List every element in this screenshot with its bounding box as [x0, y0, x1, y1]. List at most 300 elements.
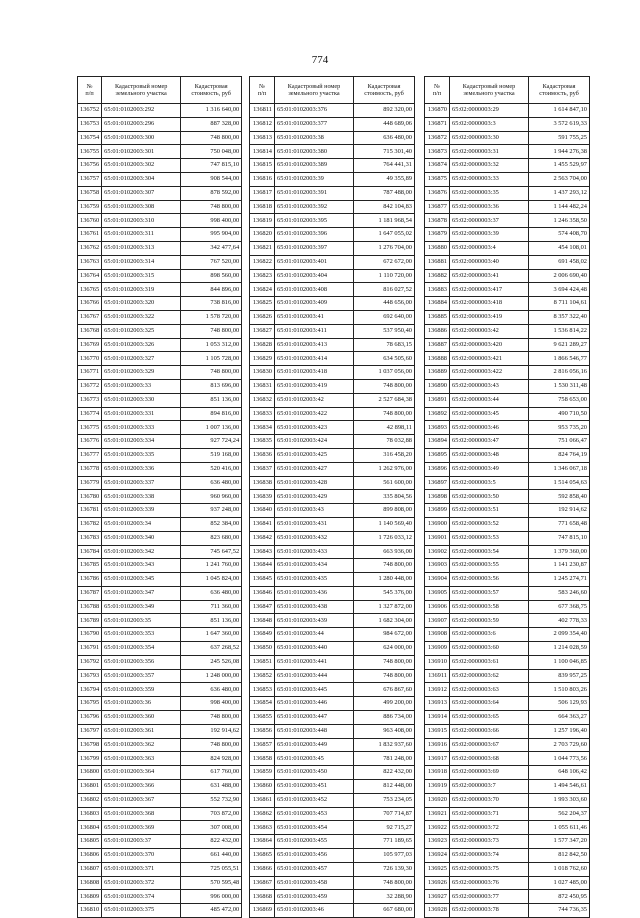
- cadastral-value: 1 045 824,00: [181, 573, 242, 587]
- cadastral-value: 49 355,89: [354, 172, 415, 186]
- cadastral-value: 771 189,65: [354, 835, 415, 849]
- cadastral-value: 824 764,19: [529, 448, 590, 462]
- row-number: 136914: [425, 711, 450, 725]
- table-row: [250, 835, 415, 849]
- row-number: 136755: [78, 145, 102, 159]
- row-number: 136913: [425, 697, 450, 711]
- cadastral-value: 1 141 230,87: [529, 559, 590, 573]
- row-number: 136865: [250, 849, 275, 863]
- cadastral-number: 65:01:0102003:345: [102, 573, 181, 587]
- cadastral-value: 636 480,00: [354, 131, 415, 145]
- cadastral-value: 32 288,90: [354, 890, 415, 904]
- table-row: [250, 159, 415, 173]
- row-number: 136786: [78, 573, 102, 587]
- table-row: [250, 435, 415, 449]
- cadastral-number: 65:01:0102003:457: [275, 862, 354, 876]
- row-number: 136787: [78, 586, 102, 600]
- row-number: 136809: [78, 890, 102, 904]
- row-number: 136892: [425, 407, 450, 421]
- row-number: 136891: [425, 393, 450, 407]
- table-row: [78, 504, 242, 518]
- register-table-3: [424, 76, 590, 918]
- row-number: 136806: [78, 849, 102, 863]
- register-table-2: [249, 76, 415, 918]
- table-row: [250, 545, 415, 559]
- cadastral-number: 65:01:0102003:369: [102, 821, 181, 835]
- row-number: 136828: [250, 338, 275, 352]
- table-row: [78, 655, 242, 669]
- cadastral-number: 65:02:0000003:59: [450, 614, 529, 628]
- table-row: [250, 573, 415, 587]
- row-number: 136789: [78, 614, 102, 628]
- table-row: [425, 366, 590, 380]
- row-number: 136810: [78, 904, 102, 918]
- cadastral-number: 65:02:0000003:36: [450, 200, 529, 214]
- cadastral-number: 65:02:0000003:66: [450, 724, 529, 738]
- cadastral-value: 822 432,00: [354, 766, 415, 780]
- table-row: [425, 642, 590, 656]
- table-row: [425, 200, 590, 214]
- row-number: 136843: [250, 545, 275, 559]
- table-row: [250, 531, 415, 545]
- table-row: [425, 228, 590, 242]
- row-number: 136883: [425, 283, 450, 297]
- cadastral-value: 1 514 054,63: [529, 476, 590, 490]
- table-header-row: [425, 77, 590, 104]
- cadastral-number: 65:01:0102003:404: [275, 269, 354, 283]
- table-row: [425, 297, 590, 311]
- row-number: 136817: [250, 186, 275, 200]
- row-number: 136850: [250, 642, 275, 656]
- cadastral-value: 771 658,48: [529, 517, 590, 531]
- row-number: 136757: [78, 172, 102, 186]
- table-row: [425, 186, 590, 200]
- table-row: [425, 573, 590, 587]
- table-row: [250, 766, 415, 780]
- row-number: 136802: [78, 793, 102, 807]
- cadastral-number: 65:01:0102003:356: [102, 655, 181, 669]
- cadastral-value: 908 544,00: [181, 172, 242, 186]
- cadastral-number: 65:01:0102003:444: [275, 669, 354, 683]
- col-no-header: № п/п: [250, 77, 275, 104]
- cadastral-number: 65:02:0000003:75: [450, 862, 529, 876]
- cadastral-value: 1 647 360,00: [181, 628, 242, 642]
- cadastral-number: 65:01:0102003:391: [275, 186, 354, 200]
- cadastral-value: 1 027 485,00: [529, 876, 590, 890]
- table-row: [425, 393, 590, 407]
- row-number: 136851: [250, 655, 275, 669]
- table-row: [425, 462, 590, 476]
- cadastral-value: 851 136,00: [181, 393, 242, 407]
- cadastral-value: 2 006 690,40: [529, 269, 590, 283]
- cadastral-number: 65:02:0000003:47: [450, 435, 529, 449]
- cadastral-number: 65:01:0102003:301: [102, 145, 181, 159]
- table-row: [425, 738, 590, 752]
- col-cadastral-header: Кадастровый номер земельного участка: [275, 77, 354, 104]
- cadastral-value: 1 866 546,77: [529, 352, 590, 366]
- table-row: [425, 531, 590, 545]
- table-row: [78, 200, 242, 214]
- cadastral-number: 65:01:0102003:380: [275, 145, 354, 159]
- cadastral-value: 813 696,00: [181, 379, 242, 393]
- cadastral-number: 65:01:0102003:304: [102, 172, 181, 186]
- cadastral-number: 65:02:0000003:4: [450, 241, 529, 255]
- row-number: 136760: [78, 214, 102, 228]
- cadastral-number: 65:01:0102003:43: [275, 504, 354, 518]
- table-row: [78, 435, 242, 449]
- row-number: 136808: [78, 876, 102, 890]
- row-number: 136769: [78, 338, 102, 352]
- table-row: [78, 821, 242, 835]
- cadastral-number: 65:01:0102003:335: [102, 448, 181, 462]
- cadastral-number: 65:01:0102003:453: [275, 807, 354, 821]
- cadastral-value: 499 200,00: [354, 697, 415, 711]
- cadastral-number: 65:01:0102003:342: [102, 545, 181, 559]
- cadastral-number: 65:01:0102003:455: [275, 835, 354, 849]
- row-number: 136888: [425, 352, 450, 366]
- cadastral-number: 65:02:0000003:54: [450, 545, 529, 559]
- table-row: [250, 738, 415, 752]
- row-number: 136791: [78, 642, 102, 656]
- cadastral-value: 839 957,25: [529, 669, 590, 683]
- table-row: [425, 752, 590, 766]
- table-row: [250, 600, 415, 614]
- cadastral-value: 192 914,62: [529, 504, 590, 518]
- cadastral-number: 65:01:0102003:38: [275, 131, 354, 145]
- table-row: [250, 849, 415, 863]
- row-number: 136860: [250, 780, 275, 794]
- cadastral-value: 634 505,60: [354, 352, 415, 366]
- row-number: 136862: [250, 807, 275, 821]
- row-number: 136873: [425, 145, 450, 159]
- row-number: 136910: [425, 655, 450, 669]
- table-row: [78, 711, 242, 725]
- row-number: 136813: [250, 131, 275, 145]
- cadastral-value: 448 689,06: [354, 117, 415, 131]
- row-number: 136870: [425, 104, 450, 118]
- cadastral-number: 65:01:0102003:418: [275, 366, 354, 380]
- cadastral-value: 1 578 720,00: [181, 310, 242, 324]
- row-number: 136759: [78, 200, 102, 214]
- cadastral-number: 65:01:0102003:314: [102, 255, 181, 269]
- cadastral-value: 738 816,00: [181, 297, 242, 311]
- row-number: 136872: [425, 131, 450, 145]
- cadastral-value: 898 560,00: [181, 269, 242, 283]
- row-number: 136807: [78, 862, 102, 876]
- cadastral-number: 65:01:0102003:439: [275, 614, 354, 628]
- cadastral-number: 65:02:0000003:43: [450, 379, 529, 393]
- table-row: [250, 669, 415, 683]
- cadastral-number: 65:01:0102003:459: [275, 890, 354, 904]
- cadastral-value: 748 800,00: [354, 655, 415, 669]
- row-number: 136803: [78, 807, 102, 821]
- table-row: [78, 476, 242, 490]
- cadastral-number: 65:02:0000003:48: [450, 448, 529, 462]
- table-row: [250, 807, 415, 821]
- cadastral-value: 1 110 720,00: [354, 269, 415, 283]
- row-number: 136861: [250, 793, 275, 807]
- row-number: 136768: [78, 324, 102, 338]
- cadastral-number: 65:01:0102003:327: [102, 352, 181, 366]
- cadastral-value: 892 320,00: [354, 104, 415, 118]
- cadastral-number: 65:01:0102003:330: [102, 393, 181, 407]
- cadastral-number: 65:01:0102003:311: [102, 228, 181, 242]
- cadastral-value: 1 262 976,00: [354, 462, 415, 476]
- table-row: [425, 379, 590, 393]
- cadastral-number: 65:01:0102003:307: [102, 186, 181, 200]
- cadastral-value: 960 960,00: [181, 490, 242, 504]
- table-row: [78, 255, 242, 269]
- cadastral-number: 65:01:0102003:440: [275, 642, 354, 656]
- cadastral-number: 65:02:0000003:419: [450, 310, 529, 324]
- cadastral-value: 448 656,00: [354, 297, 415, 311]
- row-number: 136923: [425, 835, 450, 849]
- cadastral-value: 2 703 729,60: [529, 738, 590, 752]
- row-number: 136879: [425, 228, 450, 242]
- table-row: [78, 269, 242, 283]
- cadastral-number: 65:01:0102003:408: [275, 283, 354, 297]
- cadastral-value: 887 328,00: [181, 117, 242, 131]
- table-row: [425, 849, 590, 863]
- cadastral-value: 822 432,00: [181, 835, 242, 849]
- cadastral-number: 65:01:0102003:315: [102, 269, 181, 283]
- cadastral-value: 996 000,00: [181, 890, 242, 904]
- table-row: [78, 614, 242, 628]
- table-row: [425, 407, 590, 421]
- cadastral-value: 751 066,47: [529, 435, 590, 449]
- cadastral-number: 65:01:0102003:371: [102, 862, 181, 876]
- cadastral-number: 65:01:0102003:429: [275, 490, 354, 504]
- cadastral-number: 65:01:0102003:339: [102, 504, 181, 518]
- row-number: 136832: [250, 393, 275, 407]
- row-number: 136784: [78, 545, 102, 559]
- cadastral-number: 65:02:0000003:60: [450, 642, 529, 656]
- cadastral-value: 1 647 055,02: [354, 228, 415, 242]
- cadastral-number: 65:02:0000003:7: [450, 780, 529, 794]
- table-row: [425, 600, 590, 614]
- table-row: [78, 104, 242, 118]
- cadastral-number: 65:01:0102003:449: [275, 738, 354, 752]
- row-number: 136908: [425, 628, 450, 642]
- row-number: 136764: [78, 269, 102, 283]
- cadastral-number: 65:01:0102003:359: [102, 683, 181, 697]
- cadastral-number: 65:01:0102003:422: [275, 407, 354, 421]
- cadastral-value: 307 008,00: [181, 821, 242, 835]
- cadastral-value: 753 234,05: [354, 793, 415, 807]
- row-number: 136867: [250, 876, 275, 890]
- row-number: 136917: [425, 752, 450, 766]
- cadastral-value: 872 450,95: [529, 890, 590, 904]
- cadastral-number: 65:01:0102003:375: [102, 904, 181, 918]
- row-number: 136765: [78, 283, 102, 297]
- table-row: [250, 200, 415, 214]
- cadastral-number: 65:01:0102003:362: [102, 738, 181, 752]
- cadastral-number: 65:01:0102003:432: [275, 531, 354, 545]
- table-row: [425, 338, 590, 352]
- cadastral-value: 545 376,00: [354, 586, 415, 600]
- cadastral-number: 65:02:0000003:71: [450, 807, 529, 821]
- table-row: [78, 283, 242, 297]
- cadastral-value: 2 099 354,40: [529, 628, 590, 642]
- row-number: 136793: [78, 669, 102, 683]
- row-number: 136827: [250, 324, 275, 338]
- table-row: [425, 711, 590, 725]
- table-row: [425, 241, 590, 255]
- table-row: [78, 462, 242, 476]
- cadastral-number: 65:02:0000003:46: [450, 421, 529, 435]
- row-number: 136834: [250, 421, 275, 435]
- row-number: 136756: [78, 159, 102, 173]
- row-number: 136826: [250, 310, 275, 324]
- table-row: [425, 628, 590, 642]
- cadastral-number: 65:01:0102003:377: [275, 117, 354, 131]
- cadastral-value: 937 248,00: [181, 504, 242, 518]
- row-number: 136812: [250, 117, 275, 131]
- cadastral-number: 65:02:0000003:64: [450, 697, 529, 711]
- table-row: [78, 600, 242, 614]
- row-number: 136763: [78, 255, 102, 269]
- cadastral-number: 65:01:0102003:392: [275, 200, 354, 214]
- row-number: 136882: [425, 269, 450, 283]
- cadastral-value: 506 129,93: [529, 697, 590, 711]
- table-row: [425, 269, 590, 283]
- cadastral-number: 65:01:0102003:302: [102, 159, 181, 173]
- cadastral-number: 65:01:0102003:397: [275, 241, 354, 255]
- cadastral-number: 65:01:0102003:329: [102, 366, 181, 380]
- cadastral-number: 65:01:0102003:438: [275, 600, 354, 614]
- cadastral-number: 65:01:0102003:364: [102, 766, 181, 780]
- row-number: 136788: [78, 600, 102, 614]
- row-number: 136889: [425, 366, 450, 380]
- table-row: [425, 862, 590, 876]
- table-row: [425, 904, 590, 918]
- row-number: 136814: [250, 145, 275, 159]
- cadastral-number: 65:01:0102003:428: [275, 476, 354, 490]
- table-row: [425, 448, 590, 462]
- table-row: [250, 724, 415, 738]
- cadastral-value: 984 672,00: [354, 628, 415, 642]
- cadastral-value: 192 914,62: [181, 724, 242, 738]
- cadastral-value: 823 680,00: [181, 531, 242, 545]
- row-number: 136902: [425, 545, 450, 559]
- cadastral-number: 65:01:0102003:396: [275, 228, 354, 242]
- row-number: 136920: [425, 793, 450, 807]
- cadastral-value: 1 105 728,00: [181, 352, 242, 366]
- table-row: [78, 683, 242, 697]
- cadastral-number: 65:01:0102003:367: [102, 793, 181, 807]
- col-no-header: № п/п: [78, 77, 102, 104]
- table-row: [250, 476, 415, 490]
- cadastral-value: 691 458,02: [529, 255, 590, 269]
- row-number: 136886: [425, 324, 450, 338]
- cadastral-value: 748 800,00: [354, 379, 415, 393]
- cadastral-number: 65:02:0000003:3: [450, 117, 529, 131]
- cadastral-number: 65:01:0102003:447: [275, 711, 354, 725]
- row-number: 136848: [250, 614, 275, 628]
- row-number: 136785: [78, 559, 102, 573]
- row-number: 136778: [78, 462, 102, 476]
- row-number: 136874: [425, 159, 450, 173]
- cadastral-value: 1 682 304,00: [354, 614, 415, 628]
- cadastral-value: 1 100 046,85: [529, 655, 590, 669]
- cadastral-value: 707 714,87: [354, 807, 415, 821]
- cadastral-number: 65:01:0102003:452: [275, 793, 354, 807]
- table-row: [78, 586, 242, 600]
- row-number: 136758: [78, 186, 102, 200]
- table-row: [425, 324, 590, 338]
- cadastral-number: 65:01:0102003:336: [102, 462, 181, 476]
- row-number: 136928: [425, 904, 450, 918]
- table-row: [78, 172, 242, 186]
- row-number: 136911: [425, 669, 450, 683]
- cadastral-number: 65:01:0102003:423: [275, 421, 354, 435]
- table-row: [78, 186, 242, 200]
- cadastral-number: 65:01:0102003:458: [275, 876, 354, 890]
- row-number: 136858: [250, 752, 275, 766]
- row-number: 136844: [250, 559, 275, 573]
- row-number: 136798: [78, 738, 102, 752]
- table-row: [425, 890, 590, 904]
- table-row: [250, 310, 415, 324]
- row-number: 136849: [250, 628, 275, 642]
- row-number: 136752: [78, 104, 102, 118]
- cadastral-value: 485 472,00: [181, 904, 242, 918]
- cadastral-number: 65:01:0102003:389: [275, 159, 354, 173]
- row-number: 136801: [78, 780, 102, 794]
- col-value-header: Кадастровая стоимость, руб: [354, 77, 415, 104]
- row-number: 136897: [425, 476, 450, 490]
- cadastral-number: 65:01:0102003:424: [275, 435, 354, 449]
- row-number: 136767: [78, 310, 102, 324]
- cadastral-value: 2 816 056,16: [529, 366, 590, 380]
- table-row: [250, 214, 415, 228]
- row-number: 136775: [78, 421, 102, 435]
- table-row: [425, 545, 590, 559]
- row-number: 136846: [250, 586, 275, 600]
- table-row: [78, 366, 242, 380]
- row-number: 136800: [78, 766, 102, 780]
- cadastral-value: 552 732,90: [181, 793, 242, 807]
- row-number: 136762: [78, 241, 102, 255]
- cadastral-value: 2 563 704,00: [529, 172, 590, 186]
- col-cadastral-header: Кадастровый номер земельного участка: [102, 77, 181, 104]
- table-row: [78, 862, 242, 876]
- cadastral-value: 878 592,00: [181, 186, 242, 200]
- table-row: [78, 324, 242, 338]
- cadastral-value: 2 527 684,38: [354, 393, 415, 407]
- cadastral-number: 65:01:0102003:419: [275, 379, 354, 393]
- cadastral-value: 520 416,00: [181, 462, 242, 476]
- cadastral-number: 65:02:0000003:51: [450, 504, 529, 518]
- row-number: 136903: [425, 559, 450, 573]
- row-number: 136797: [78, 724, 102, 738]
- cadastral-number: 65:01:0102003:374: [102, 890, 181, 904]
- table-row: [250, 241, 415, 255]
- row-number: 136841: [250, 517, 275, 531]
- cadastral-value: 648 106,42: [529, 766, 590, 780]
- page-number: 774: [311, 54, 329, 66]
- cadastral-value: 562 204,37: [529, 807, 590, 821]
- cadastral-value: 824 928,00: [181, 752, 242, 766]
- cadastral-number: 65:02:0000003:63: [450, 683, 529, 697]
- cadastral-value: 748 800,00: [354, 559, 415, 573]
- row-number: 136838: [250, 476, 275, 490]
- cadastral-value: 1 944 276,38: [529, 145, 590, 159]
- cadastral-value: 692 640,00: [354, 310, 415, 324]
- cadastral-value: 748 800,00: [354, 407, 415, 421]
- row-number: 136836: [250, 448, 275, 462]
- row-number: 136773: [78, 393, 102, 407]
